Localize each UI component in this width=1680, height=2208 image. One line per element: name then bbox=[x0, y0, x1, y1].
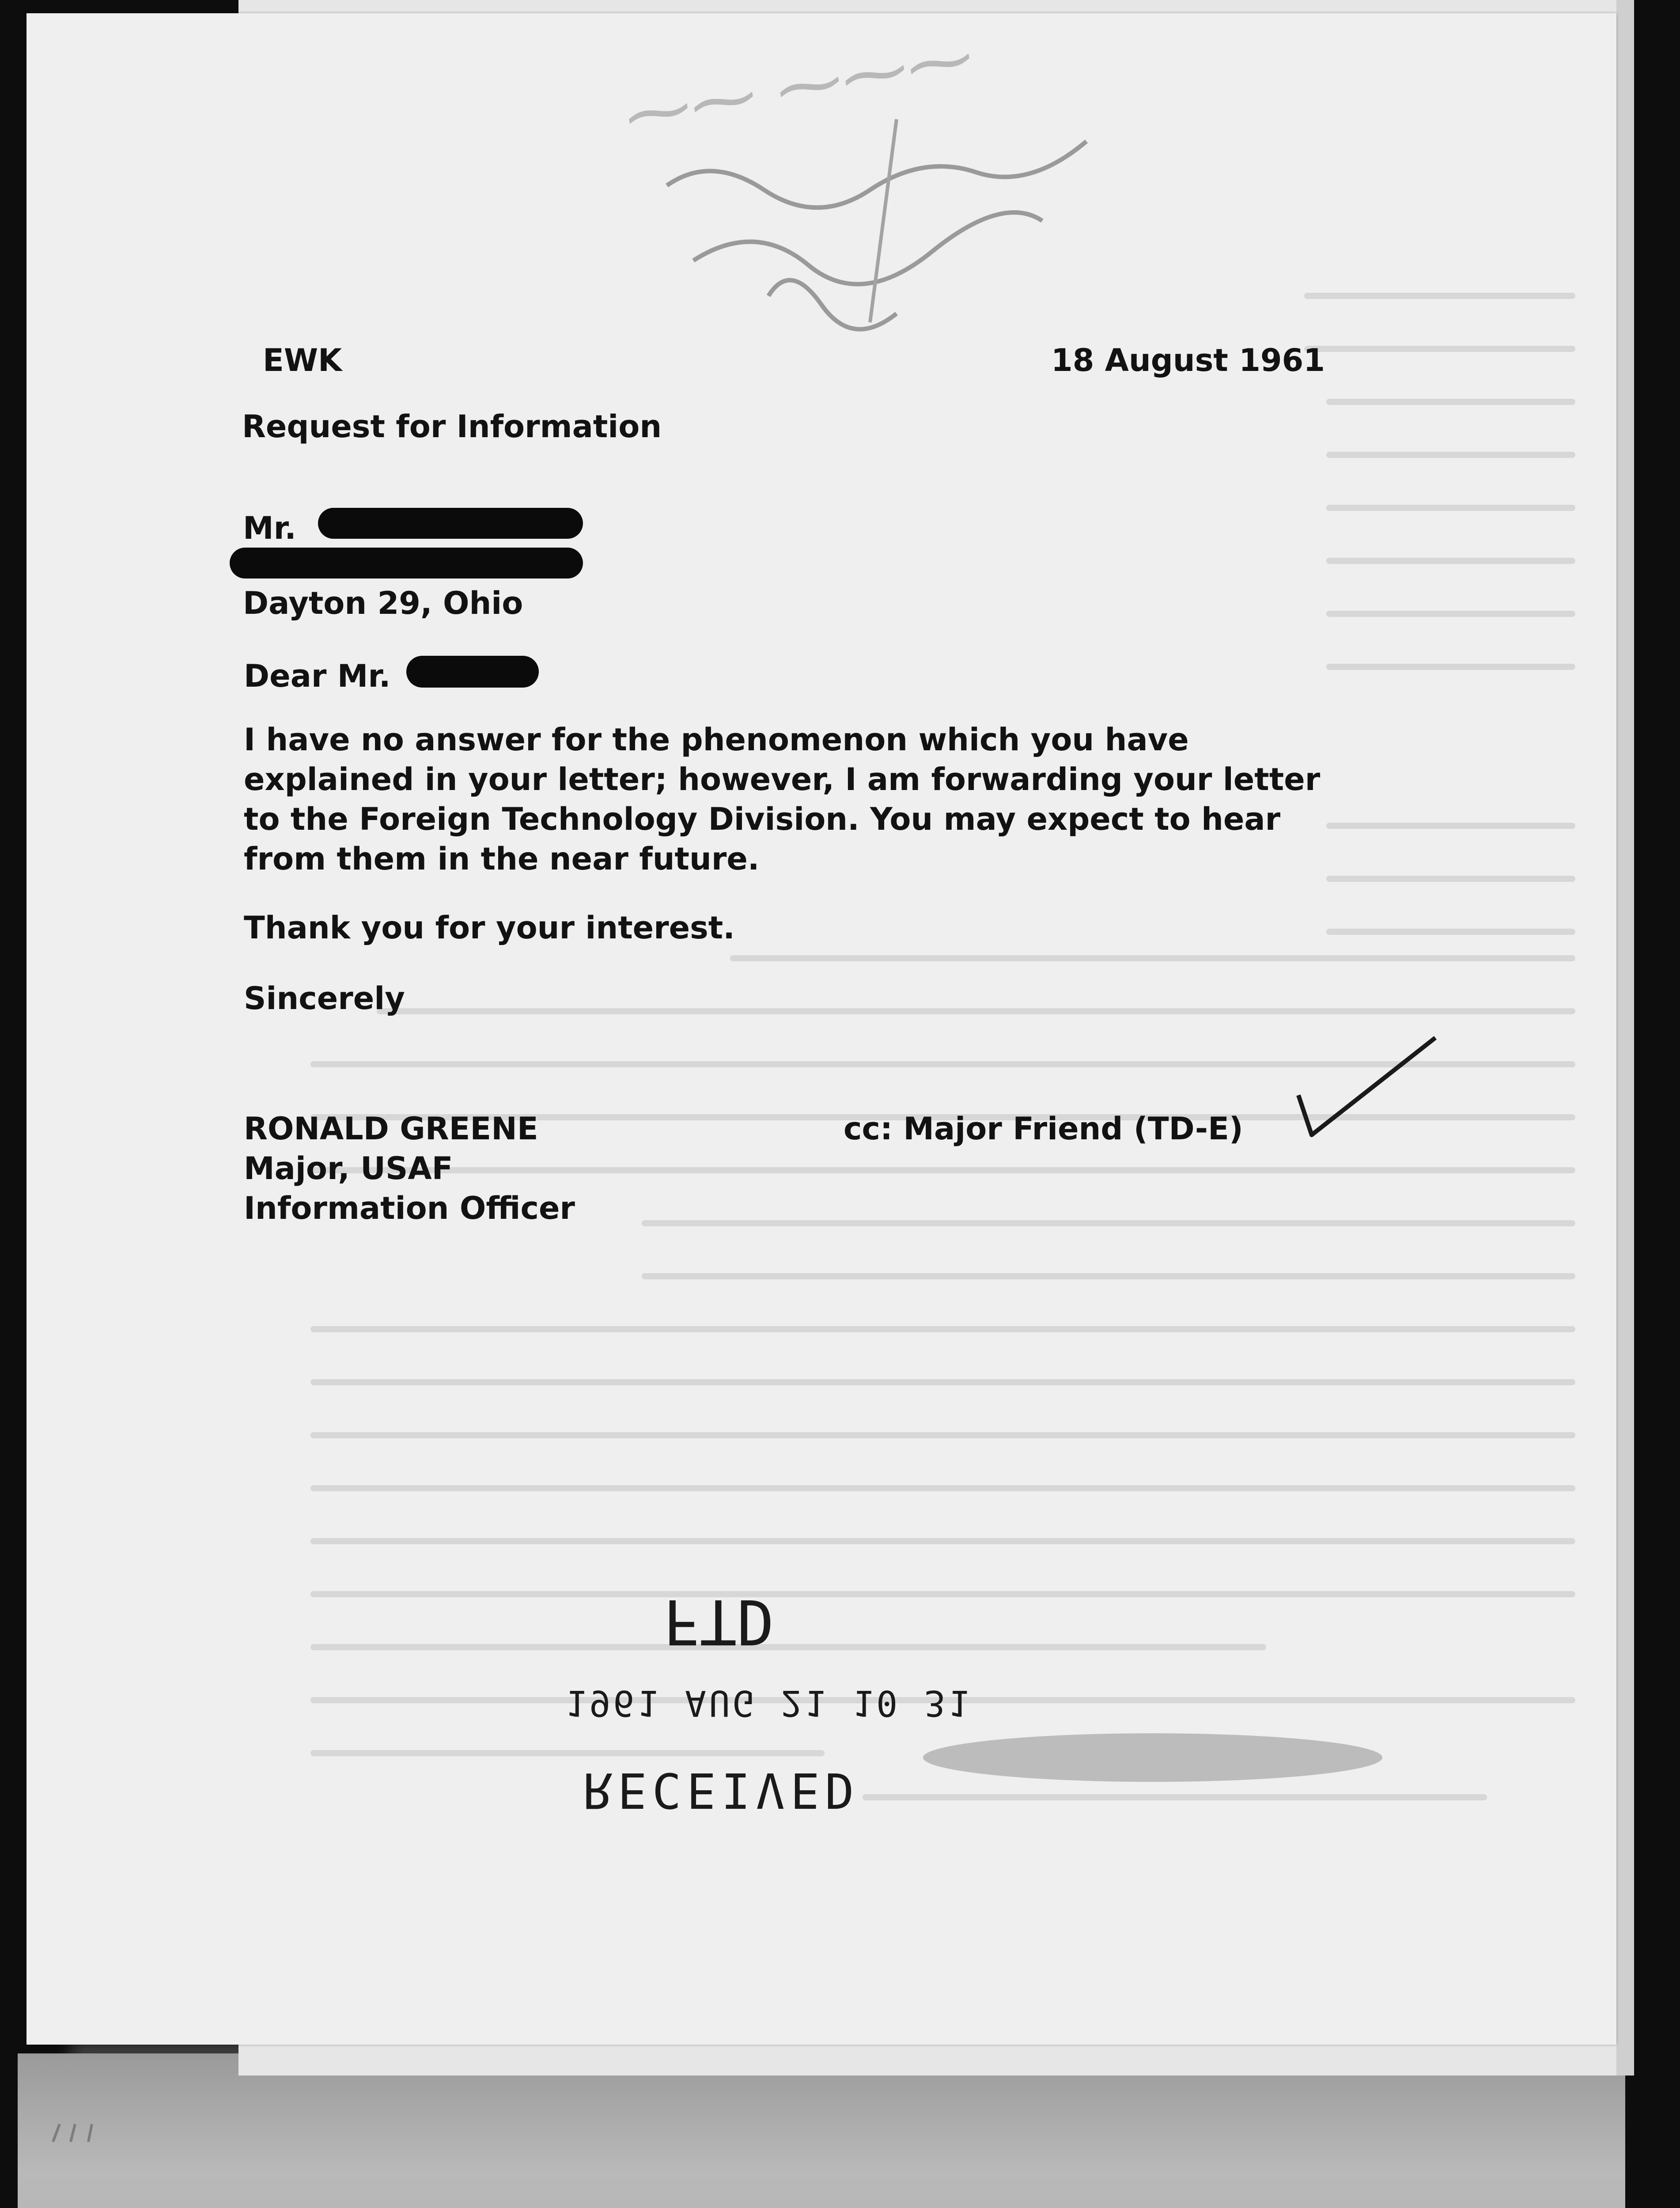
received-stamp-office bbox=[662, 1585, 774, 1657]
received-stamp-label bbox=[583, 1762, 859, 1819]
office-symbol: EWK bbox=[263, 342, 342, 378]
handwritten-notation: ⁓⁓ ⁓⁓⁓ bbox=[618, 19, 979, 155]
signature-rank: Major, USAF bbox=[244, 1150, 453, 1187]
stamp-label-text: RECEIVED bbox=[583, 1762, 859, 1819]
cc-line: cc: Major Friend (TD-E) bbox=[844, 1111, 1243, 1147]
film-lower-area bbox=[18, 2053, 1625, 2208]
letter-date: 18 August 1961 bbox=[1051, 342, 1325, 378]
stamp-office-text: FTD bbox=[662, 1585, 774, 1657]
stamp-datetime-text: 1961 AUG 21 10 31 bbox=[565, 1682, 972, 1724]
handwritten-scrawl bbox=[623, 75, 1197, 362]
redaction-bar bbox=[230, 548, 583, 578]
address-city: Dayton 29, Ohio bbox=[243, 585, 523, 621]
signature-name: RONALD GREENE bbox=[244, 1111, 538, 1147]
signature-title: Information Officer bbox=[244, 1190, 575, 1226]
subject-line: Request for Information bbox=[242, 408, 662, 445]
closing: Sincerely bbox=[244, 980, 405, 1017]
checkmark-icon bbox=[1285, 1020, 1462, 1153]
film-scratch-marks bbox=[35, 2106, 256, 2208]
salutation: Dear Mr. bbox=[244, 658, 391, 694]
letter-body: I have no answer for the phenomenon which you have explained in your letter; however, I am forwarding your letter to the Foreign Technology Division. You may expect to hear from them in the near future. bbox=[244, 722, 1321, 877]
letter-page bbox=[26, 13, 1616, 2045]
received-stamp-datetime bbox=[565, 1682, 972, 1724]
redaction-bar bbox=[406, 656, 539, 688]
redaction-bar bbox=[318, 508, 583, 539]
addressee-prefix: Mr. bbox=[243, 510, 296, 546]
thanks-line: Thank you for your interest. bbox=[244, 910, 735, 946]
page-edge bbox=[1616, 0, 1634, 2076]
